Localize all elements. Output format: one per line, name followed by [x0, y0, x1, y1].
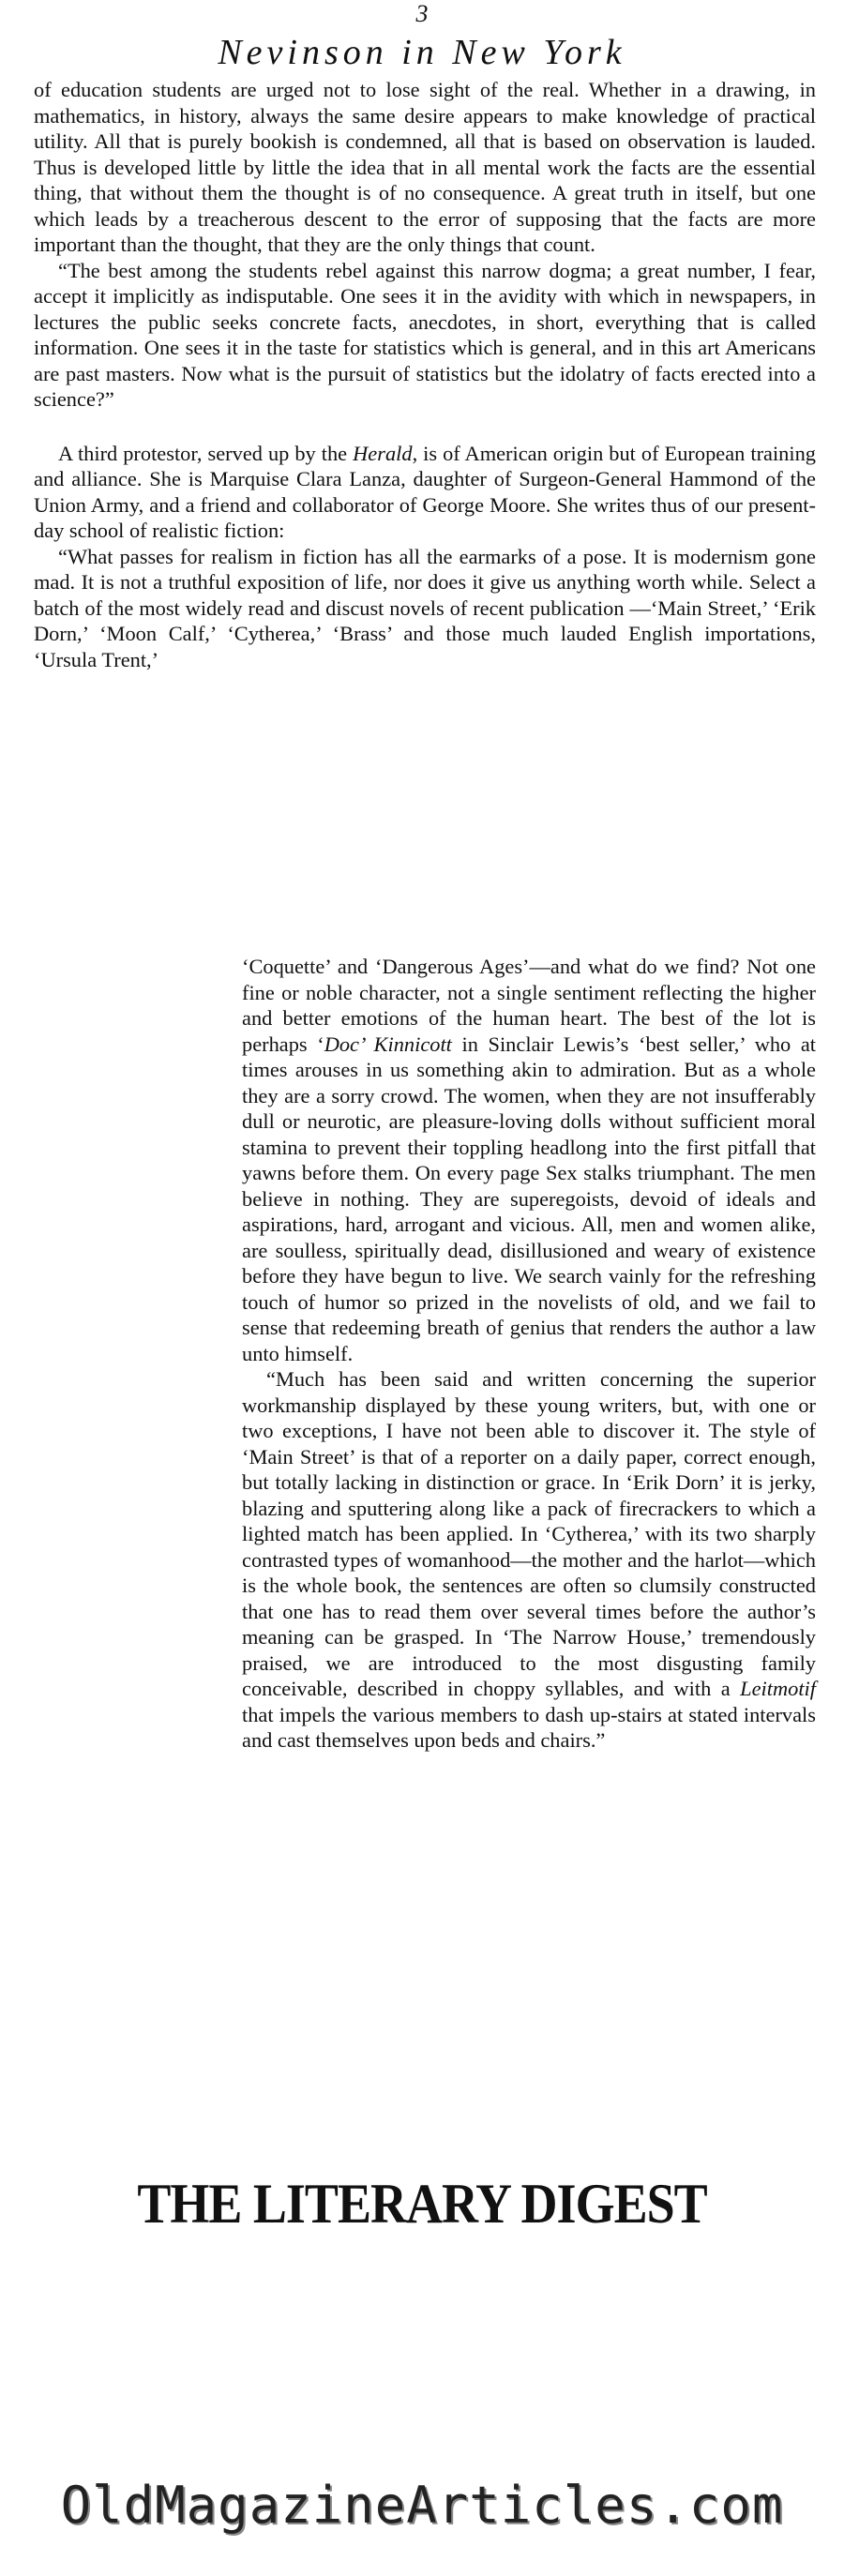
critique-text-before: ‘Coquette’ and ‘Dangerous Ages’—and what do we find? Not one fine or noble character, not a single sentiment reflecting the higher and better emotions of the human heart. The best of the lot is perhaps ‘ — [242, 955, 816, 1056]
paragraph-workmanship — [242, 1366, 816, 1754]
running-title: Nevinson in New York — [218, 33, 626, 72]
workmanship-text-after: that impels the various members to dash up-stairs at stated intervals and cast themselves upon beds and chairs.” — [242, 1702, 816, 1752]
article-body-top — [34, 77, 816, 672]
paragraph-continued: of education students are urged not to lose sight of the real. Whether in a drawing, in mathematics, in history, always the same desire appears to make knowledge of practical utility. All that is purely bookish is condemned, all that is based on observation is lauded. Thus is developed little by little the idea that in all mental work the facts are the essential thing, that without them the thought is of no consequence. A great truth in itself, but one which leads by a treacherous descent to the error of supposing that the facts are more important than the thought, that they are the only things that count. — [34, 78, 816, 256]
character-name: Doc’ Kinnicott — [324, 1032, 452, 1056]
page-number: 3 — [415, 0, 429, 27]
intro-text-after: , is of American origin but of European training and alliance. She is Marquise Clara Lanza, daughter of Surgeon-General Hammond of the Union Army, and a friend and collaborator of George Moore. She writes thus of our present-day school of realistic fiction: — [34, 441, 816, 542]
critique-text-after: in Sinclair Lewis’s ‘best seller,’ who at times arouses in us something akin to admiration. But as a whole they are a sorry crowd. The women, when they are not insufferably dull or neurotic, are pleasure-loving dolls without sufficient moral stamina to prevent their toppling headlong into the first pitfall that yawns before them. On every page Sex stalks triumphant. The men believe in nothing. They are superegoists, devoid of ideals and aspirations, hard, arrogant and vicious. All, men and women alike, are soulless, spiritually dead, disillusioned and weary of existence before they have begun to live. We search vainly for the refreshing touch of humor so prized in the novelists of old, and we fail to sense that redeeming breath of genius that renders the author a law unto himself. — [242, 1032, 817, 1365]
paragraph-quote-students: “The best among the students rebel against this narrow dogma; a great number, I fear, accept it implicitly as indisputable. One sees it in the avidity with which in newspapers, in lectures the public seeks concrete facts, anecdotes, in short, everything that is called information. One sees it in the taste for statistics which is general, and in this art Americans are past masters. Now what is the pursuit of statistics but the idolatry of facts erected into a science?” — [34, 258, 816, 411]
article-body-indented — [242, 954, 816, 1754]
newspaper-name: Herald — [353, 441, 413, 465]
leitmotif-term: Leitmotif — [740, 1677, 816, 1700]
paragraph-novels-critique — [242, 954, 816, 1366]
magazine-masthead: THE LITERARY DIGEST — [137, 2172, 707, 2236]
paragraph-gap — [34, 413, 816, 441]
paragraph-third-protestor — [34, 441, 816, 544]
intro-text-before: A third protestor, served up by the — [58, 441, 354, 465]
workmanship-text-before: “Much has been said and written concerning the superior workmanship displayed by these young writers, but, with one or two exceptions, I have not been able to discover it. The style of ‘Main Street’ is that of a reporter on a daily paper, correct enough, but totally lacking in distinction or grace. In ‘Erik Dorn’ it is jerky, blazing and sputtering along like a pack of firecrackers to which a lighted match has been applied. In ‘Cytherea,’ with its two sharply contrasted types of womanhood—the mother and the harlot—which is the whole book, the sentences are often so clumsily constructed that one has to read them over several times before the author’s meaning can be grasped. In ‘The Narrow House,’ tremendously praised, we are introduced to the most disgusting family conceivable, described in choppy syllables, and with a — [242, 1367, 816, 1700]
paragraph-realism-quote: “What passes for realism in fiction has all the earmarks of a pose. It is modernism gone mad. It is not a truthful exposition of life, nor does it give us anything worth while. Select a batch of the most widely read and discust novels of recent publication —‘Main Street,’ ‘Erik Dorn,’ ‘Moon Calf,’ ‘Cytherea,’ ‘Brass’ and those much lauded English importations, ‘Ursula Trent,’ — [34, 544, 816, 671]
site-watermark: OldMagazineArticles.com — [60, 2476, 784, 2535]
